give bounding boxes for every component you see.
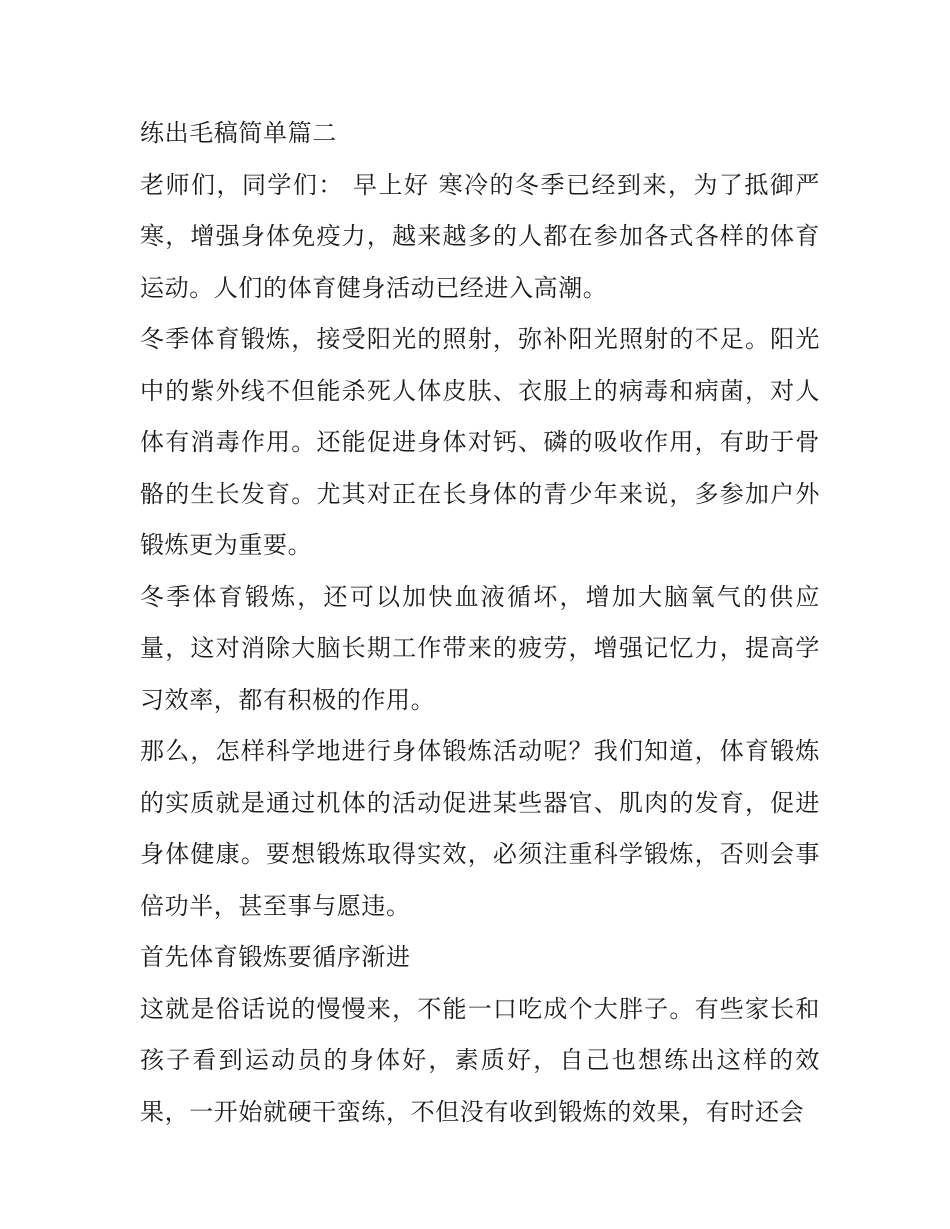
paragraph-scientific-exercise: 那么，怎样科学地进行身体锻炼活动呢？我们知道，体育锻炼的实质就是通过机体的活动促进某些器官、肌肉的发育，促进身体健康。要想锻炼取得实效，必须注重科学锻炼，否则会事倍功半，甚至事与愿违。 <box>140 737 820 920</box>
paragraph-circulation: 冬季体育锻炼，还可以加快血液循坏，增加大脑氧气的供应量，这对消除大脑长期工作带来的疲劳，增强记忆力，提高学习效率，都有积极的作用。 <box>140 582 820 714</box>
document-title: 练出毛稿简单篇二 <box>140 119 337 147</box>
paragraph-greeting: 老师们，同学们： 早上好 寒冷的冬季已经到来，为了抵御严寒，增强身体免疫力，越来越多的人都在参加各式各样的体育运动。人们的体育健身活动已经进入高潮。 <box>140 170 820 302</box>
section-heading-gradual: 首先体育锻炼要循序渐进 <box>140 943 411 971</box>
document-body <box>140 108 820 1138</box>
paragraph-sunlight: 冬季体育锻炼，接受阳光的照射，弥补阳光照射的不足。阳光中的紫外线不但能杀死人体皮肤、衣服上的病毒和病菌，对人体有消毒作用。还能促进身体对钙、磷的吸收作用，有助于骨骼的生长发育。尤其对正在长身体的青少年来说，多参加户外锻炼更为重要。 <box>140 325 820 559</box>
paragraph-gradual: 这就是俗话说的慢慢来，不能一口吃成个大胖子。有些家长和孩子看到运动员的身体好，素质好，自己也想练出这样的效果，一开始就硬干蛮练，不但没有收到锻炼的效果，有时还会 <box>140 994 820 1126</box>
